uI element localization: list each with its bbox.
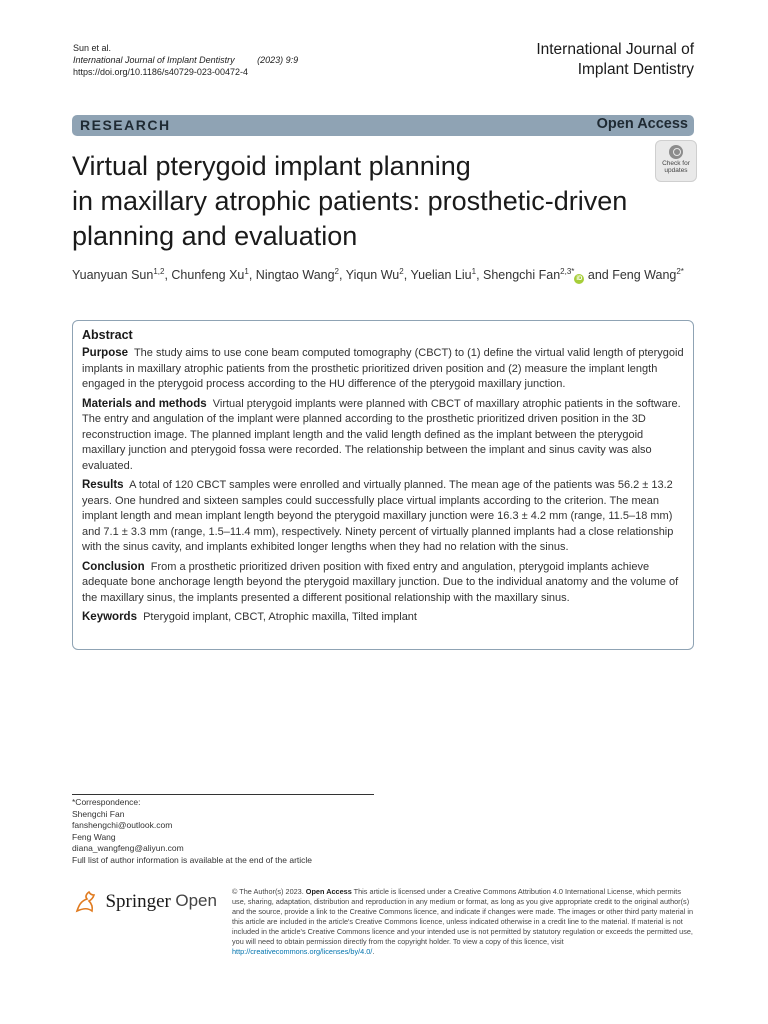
author-affiliation: 1,2 bbox=[153, 267, 165, 276]
article-title bbox=[72, 149, 692, 254]
license-body: This article is licensed under a Creative Commons Attribution 4.0 International License, which permits use, sharing, adaptation, distribution and reproduction in any medium or format, as long as you give appropriate credit to the original author(s) and the source, provide a link to the Creative Commons licence, and indicate if changes were made. The images or other third party material in this article are included in the article's Creative Commons licence, unless indicated otherwise in a credit line to the material. If material is not included in the article's Creative Commons licence and your intended use is not permitted by statutory regulation or exceeds the permitted use, you will need to obtain permission directly from the copyright holder. To view a copy of this licence, visit bbox=[232, 887, 694, 946]
author-info-note: Full list of author information is available at the end of the article bbox=[72, 854, 313, 865]
correspondence-block bbox=[72, 794, 374, 866]
author-separator: , bbox=[476, 268, 484, 283]
author-name[interactable]: Chunfeng Xu bbox=[171, 268, 245, 283]
citation-journal-line bbox=[73, 54, 298, 66]
springer-horse-icon bbox=[73, 889, 97, 915]
author-name[interactable]: Yiqun Wu bbox=[345, 268, 400, 283]
abstract-results bbox=[82, 478, 684, 556]
author-separator: , bbox=[403, 268, 411, 283]
title-line3: planning and evaluation bbox=[72, 221, 358, 251]
author-name[interactable]: Ningtao Wang bbox=[255, 268, 335, 283]
journal-name bbox=[536, 40, 694, 80]
author-affiliation: 2,3* bbox=[560, 267, 575, 276]
abstract-conclusion bbox=[82, 560, 684, 607]
abstract-methods bbox=[82, 397, 684, 475]
author-affiliation: 2 bbox=[334, 267, 339, 276]
author-separator: , bbox=[248, 268, 256, 283]
conclusion-text: From a prosthetic prioritized driven position with fixed entry and angulation, pterygoid implants achieve adequate bone anchorage length beyond the pterygoid maxillary junction. Due to the individual anatomy and the volume of the maxillary sinus, the implants presented a different positional relationship with the maxillary sinus. bbox=[82, 560, 679, 604]
title-line1: Virtual pterygoid implant planning bbox=[72, 151, 471, 181]
citation-block bbox=[73, 42, 298, 78]
author-affiliation: 1 bbox=[244, 267, 249, 276]
correspondence-name: Shengchi Fan bbox=[72, 808, 125, 819]
author-separator: , bbox=[164, 268, 172, 283]
correspondence-email[interactable]: diana_wangfeng@aliyun.com bbox=[72, 843, 184, 853]
abstract-box bbox=[72, 320, 694, 650]
author-name[interactable]: and Feng Wang bbox=[587, 268, 677, 283]
license-end: . bbox=[372, 947, 375, 956]
journal-name-line1: International Journal of bbox=[536, 41, 694, 58]
abstract-purpose bbox=[82, 346, 684, 393]
keywords-text: Pterygoid implant, CBCT, Atrophic maxilla, Tilted implant bbox=[143, 611, 417, 623]
keywords-label: Keywords bbox=[82, 611, 137, 623]
correspondence-email[interactable]: fanshengchi@outlook.com bbox=[72, 820, 173, 830]
author-affiliation: 2 bbox=[399, 267, 404, 276]
check-for-updates-line2: updates bbox=[664, 167, 688, 174]
check-for-updates-line1: Check for bbox=[662, 160, 690, 167]
title-line2: in maxillary atrophic patients: prosthetic-driven bbox=[72, 186, 628, 216]
article-type: RESEARCH bbox=[80, 117, 171, 133]
author-name[interactable]: Yuanyuan Sun bbox=[72, 268, 154, 283]
author-affiliation: 1 bbox=[471, 267, 477, 276]
purpose-label: Purpose bbox=[82, 347, 129, 359]
correspondence-name: Feng Wang bbox=[72, 831, 116, 842]
author-separator: , bbox=[339, 268, 346, 283]
article-type-banner bbox=[72, 115, 694, 136]
doi-link[interactable]: https://doi.org/10.1186/s40729-023-00472-4 bbox=[73, 67, 248, 77]
correspondence-label: *Correspondence: bbox=[72, 797, 141, 807]
author-affiliation: 2* bbox=[676, 267, 684, 276]
author-list bbox=[72, 264, 712, 284]
license-text bbox=[232, 887, 694, 957]
springer-open-logo bbox=[73, 889, 217, 919]
license-open-access: Open Access bbox=[305, 887, 352, 896]
methods-label: Materials and methods bbox=[82, 397, 207, 410]
conclusion-label: Conclusion bbox=[82, 560, 145, 573]
license-url-link[interactable]: http://creativecommons.org/licenses/by/4.0/ bbox=[232, 947, 373, 956]
license-copyright: © The Author(s) 2023. bbox=[232, 887, 304, 896]
results-text: A total of 120 CBCT samples were enrolled and virtually planned. The mean age of the patients was 56.2 ± 13.2 years. One hundred and sixteen samples could successfully place virtual implants according to the criterion. The mean implant length and mean implant length beyond the pterygoid maxillary junction were 16.3 ± 4.2 mm (range, 11.5–18 mm) and 7.1 ± 3.3 mm (range, 1.5–11.4 mm), respectively. Ninety percent of virtually planned implants had a close relationship with the sinus cavity, and implants exhibited longer lengths when they had no relation with the sinus. bbox=[82, 479, 674, 553]
citation-author: Sun et al. bbox=[73, 43, 112, 53]
results-label: Results bbox=[82, 479, 124, 491]
springer-open-word: Open bbox=[175, 891, 217, 911]
methods-text: Virtual pterygoid implants were planned with CBCT of maxillary atrophic patients in the software. The entry and angulation of the implant were planned according to the prosthetic prioritized driven position in the 3D reconstruction image. The planned implant length and the valid length defined as the implant between the pterygoid maxillary junction and pterygoid fossa were recorded. The relationship between the implant and sinus cavity was also evaluated. bbox=[82, 397, 681, 472]
citation-year-volume: (2023) 9:9 bbox=[257, 55, 299, 65]
abstract-heading: Abstract bbox=[82, 328, 133, 342]
open-access-label: Open Access bbox=[596, 116, 688, 132]
citation-journal: International Journal of Implant Dentistry bbox=[73, 55, 235, 65]
journal-name-line2: Implant Dentistry bbox=[577, 61, 694, 78]
abstract-keywords bbox=[82, 610, 684, 626]
author-name[interactable]: Shengchi Fan bbox=[483, 268, 561, 283]
springer-name: Springer bbox=[105, 891, 171, 912]
author-name[interactable]: Yuelian Liu bbox=[410, 268, 472, 283]
orcid-icon[interactable]: iD bbox=[576, 276, 583, 283]
purpose-text: The study aims to use cone beam computed tomography (CBCT) to (1) define the virtual valid length of pterygoid implants in maxillary atrophic patients from the prosthetic prioritized driven position and (2) measure the implant length engaged in the pterygoid process according to the HU difference of the pterygoid maxillary junction. bbox=[82, 347, 684, 390]
